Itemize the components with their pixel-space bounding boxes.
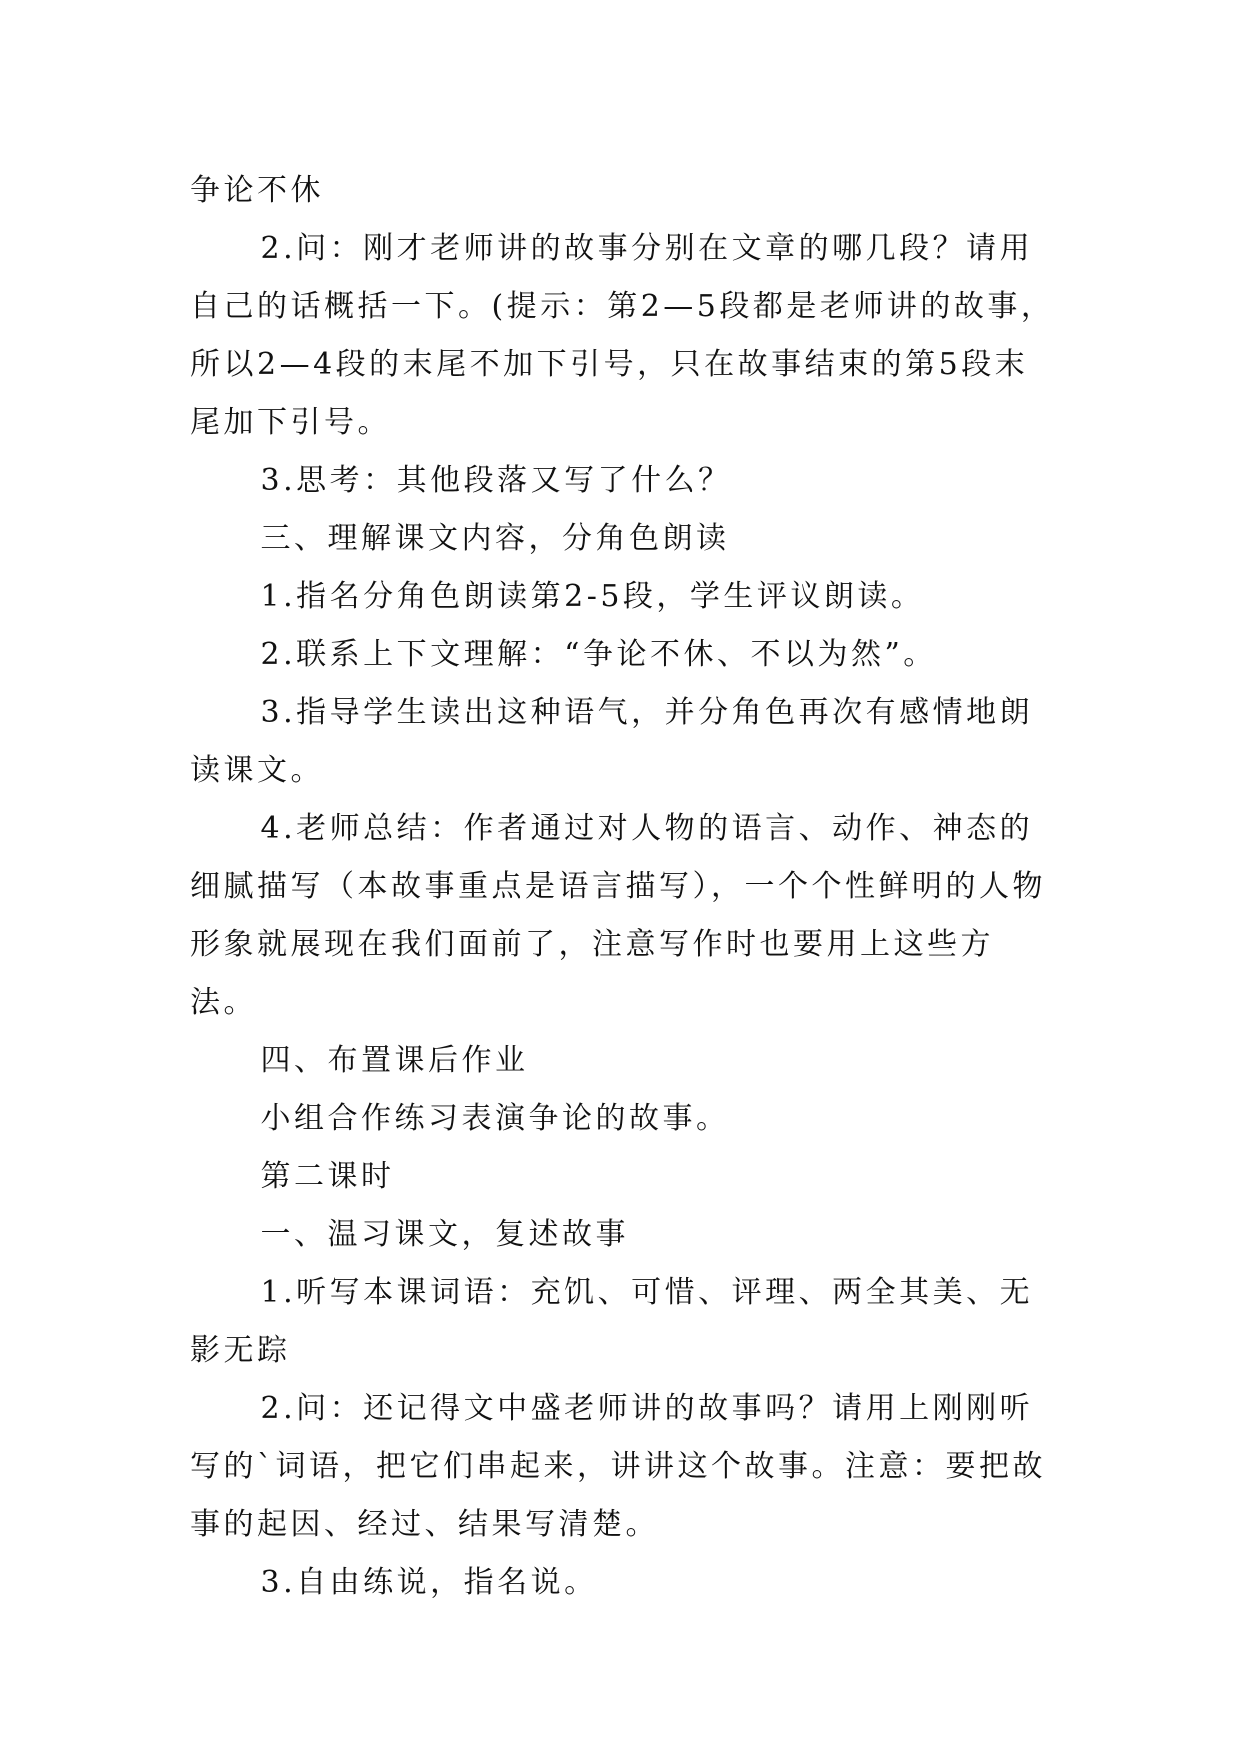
document-body <box>190 162 1058 1612</box>
paragraph-continuation: 争论不休 <box>190 173 324 208</box>
lesson-heading-2: 第二课时 <box>260 1159 395 1194</box>
paragraph-retell: 2.问：还记得文中盛老师讲的故事吗？请用上刚刚听写的`词语，把它们串起来，讲讲这个故事。注意：要把故事的起因、经过、结果写清楚。 <box>190 1391 1046 1542</box>
section-heading-3: 三、理解课文内容，分角色朗读 <box>260 521 730 556</box>
paragraph-homework: 小组合作练习表演争论的故事。 <box>260 1101 730 1136</box>
paragraph-question-3: 3.思考：其他段落又写了什么？ <box>260 463 732 498</box>
paragraph-dictation: 1.听写本课词语：充饥、可惜、评理、两全其美、无影无踪 <box>190 1275 1034 1368</box>
paragraph-item-3: 3.指导学生读出这种语气，并分角色再次有感情地朗读课文。 <box>190 695 1034 788</box>
paragraph-item-2: 2.联系上下文理解：“争论不休、不以为然”。 <box>260 637 937 672</box>
paragraph-item-1: 1.指名分角色朗读第2-5段，学生评议朗读。 <box>260 579 925 614</box>
section-heading-1: 一、温习课文，复述故事 <box>260 1217 629 1252</box>
paragraph-practice: 3.自由练说，指名说。 <box>260 1565 598 1600</box>
paragraph-item-4: 4.老师总结：作者通过对人物的语言、动作、神态的细腻描写（本故事重点是语言描写），一个个性鲜明的人物形象就展现在我们面前了，注意写作时也要用上这些方法。 <box>190 811 1046 1020</box>
section-heading-4: 四、布置课后作业 <box>260 1043 529 1078</box>
paragraph-question-2: 2.问：刚才老师讲的故事分别在文章的哪几段？请用自己的话概括一下。(提示：第2—5段都是老师讲的故事，所以2—4段的末尾不加下引号，只在故事结束的第5段末尾加下引号。 <box>190 231 1055 440</box>
